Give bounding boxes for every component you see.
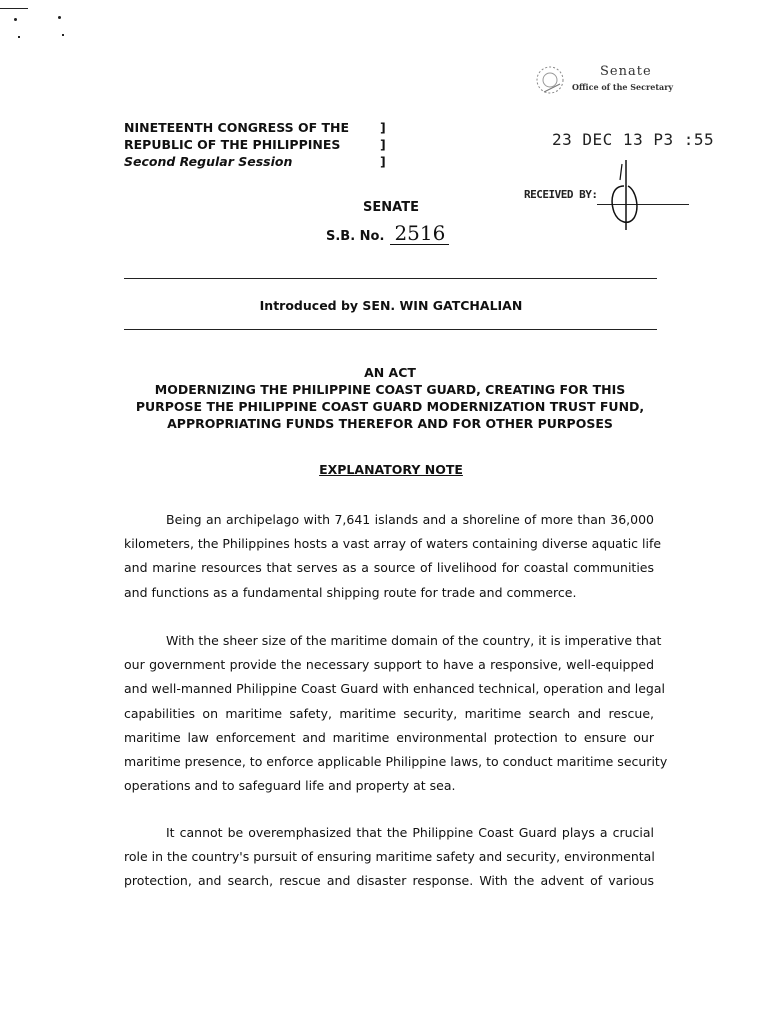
bracket: ] <box>380 137 386 152</box>
act-title-line: AN ACT <box>364 365 416 380</box>
explanatory-note-heading-text: EXPLANATORY NOTE <box>319 462 463 477</box>
paragraph-line: our government provide the necessary support to have a responsive, well-equipped <box>124 657 654 673</box>
sb-number: 2516 <box>390 222 449 245</box>
paragraph-line: protection, and search, rescue and disaster response. With the advent of various <box>124 873 654 889</box>
stamp-senate-text: Senate <box>600 64 652 79</box>
act-title-line: MODERNIZING THE PHILIPPINE COAST GUARD, CREATING FOR THIS <box>154 382 626 397</box>
paragraph-line: capabilities on maritime safety, maritime security, maritime search and rescue, <box>124 705 654 721</box>
divider-top <box>124 278 657 279</box>
bill-number-line <box>326 222 449 245</box>
divider-bottom <box>124 329 657 330</box>
congress-line-1: NINETEENTH CONGRESS OF THE <box>124 120 350 135</box>
paragraph-line: Being an archipelago with 7,641 islands and a shoreline of more than 36,000 <box>166 512 654 527</box>
chamber-label: SENATE <box>363 200 419 215</box>
paragraph-line: and well-manned Philippine Coast Guard with enhanced technical, operation and legal <box>124 681 665 697</box>
paragraph-1 <box>124 508 662 605</box>
paragraph-3 <box>124 821 654 894</box>
scan-mark <box>14 18 17 21</box>
scan-mark <box>58 16 61 19</box>
paragraph-line: role in the country's pursuit of ensuring maritime safety and security, environmental <box>124 849 655 865</box>
bracket: ] <box>380 120 386 135</box>
bracket: ] <box>380 154 386 169</box>
paragraph-line: operations and to safeguard life and property at sea. <box>124 778 456 794</box>
received-by-label: RECEIVED BY: <box>524 188 598 201</box>
paragraph-line: maritime presence, to enforce applicable Philippine laws, to conduct maritime security <box>124 754 668 770</box>
stamp-date: 23 DEC 13 P3 :55 <box>552 130 715 149</box>
paragraph-line: It cannot be overemphasized that the Philippine Coast Guard plays a crucial <box>166 825 654 840</box>
act-title-line: APPROPRIATING FUNDS THEREFOR AND FOR OTHER PURPOSES <box>167 416 613 431</box>
session-label: Second Regular Session <box>124 154 293 169</box>
act-title-line: PURPOSE THE PHILIPPINE COAST GUARD MODERNIZATION TRUST FUND, <box>135 399 645 414</box>
stamp-office-text: Office of the Secretary <box>572 82 674 92</box>
sb-label: S.B. No. <box>326 229 385 244</box>
paragraph-line: and functions as a fundamental shipping route for trade and commerce. <box>124 584 577 600</box>
introduced-by: Introduced by SEN. WIN GATCHALIAN <box>259 298 523 313</box>
paragraph-line: and marine resources that serves as a source of livelihood for coastal communities <box>124 560 654 576</box>
scan-mark <box>18 36 20 38</box>
congress-line-2: REPUBLIC OF THE PHILIPPINES <box>124 137 341 152</box>
paragraph-2 <box>124 629 668 798</box>
explanatory-note-heading <box>0 462 768 477</box>
senate-seal-icon <box>530 62 570 98</box>
scan-mark <box>62 34 64 36</box>
act-title <box>110 364 670 432</box>
header-brackets <box>380 119 386 170</box>
scan-mark <box>0 8 28 9</box>
paragraph-line: With the sheer size of the maritime domain of the country, it is imperative that <box>166 633 662 648</box>
congress-header <box>124 119 349 170</box>
paragraph-line: maritime law enforcement and maritime environmental protection to ensure our <box>124 729 654 745</box>
paragraph-line: kilometers, the Philippines hosts a vast array of waters containing diverse aquatic life <box>124 536 662 552</box>
signature-icon <box>594 156 654 236</box>
